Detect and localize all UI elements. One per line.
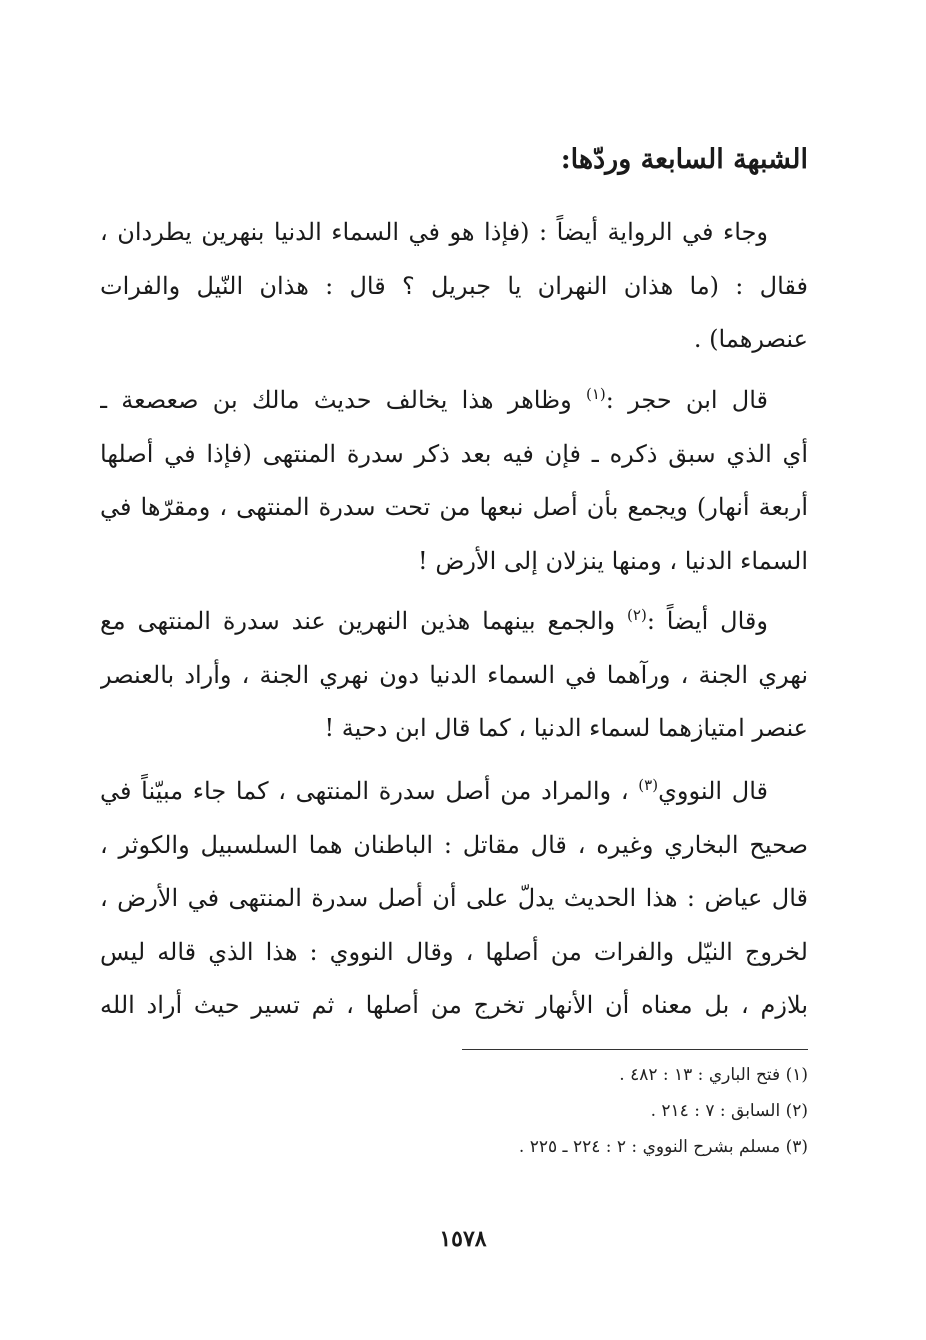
paragraph-line-rest: والجمع بينهما هذين النهرين عند سدرة المنتهى مع	[100, 607, 616, 635]
footnote-2: (٢) السابق : ٧ : ٢١٤ .	[650, 1101, 808, 1121]
paragraph-line-start: قال ابن حجر :	[605, 386, 769, 414]
paragraph-line: نهري الجنة ، ورآهما في السماء الدنيا دون نهري الجنة ، وأراد بالعنصر	[100, 660, 808, 689]
footnote-3: (٣) مسلم بشرح النووي : ٢ : ٢٢٤ ـ ٢٢٥ .	[518, 1137, 808, 1157]
paragraph-line-rest: وظاهر هذا يخالف حديث مالك بن صعصعة ـ	[100, 386, 572, 414]
paragraph-line: بلازم ، بل معناه أن الأنهار تخرج من أصلها ، ثم تسير حيث أراد الله	[100, 991, 808, 1019]
paragraph-line: أي الذي سبق ذكره ـ فإن فيه بعد ذكر سدرة المنتهى (فإذا في أصلها	[100, 439, 808, 468]
paragraph-line-rest: ، والمراد من أصل سدرة المنتهى ، كما جاء مبيّناً في	[100, 777, 629, 805]
footnote-1: (١) فتح الباري : ١٣ : ٤٨٢ .	[619, 1065, 808, 1085]
paragraph-line: عنصرهما) .	[693, 325, 808, 353]
footnote-reference: (٣)	[638, 776, 659, 794]
footnote-divider	[462, 1049, 808, 1050]
paragraph-line: السماء الدنيا ، ومنها ينزلان إلى الأرض !	[418, 546, 808, 575]
paragraph-line: فقال : (ما هذان النهران يا جبريل ؟ قال : هذان النّيل والفرات	[100, 271, 808, 300]
footnote-reference: (١)	[586, 385, 606, 403]
paragraph-line: لخروج النيّل والفرات من أصلها ، وقال النووي : هذا الذي قاله ليس	[100, 937, 808, 966]
paragraph-line: أربعة أنهار) ويجمع بأن أصل نبعها من تحت سدرة المنتهى ، ومقرّها في	[100, 493, 808, 521]
paragraph-line-with-footnote	[100, 374, 808, 428]
paragraph-line-with-footnote	[100, 595, 808, 649]
paragraph-1	[100, 206, 808, 367]
section-heading: الشبهة السابعة وردّها:	[560, 144, 808, 175]
page-number: ١٥٧٨	[439, 1226, 487, 1252]
paragraph-4	[100, 765, 808, 1033]
paragraph-line: عنصر امتيازهما لسماء الدنيا ، كما قال ابن دحية !	[324, 714, 808, 742]
paragraph-line-start: وقال أيضاً :	[646, 607, 768, 635]
footnotes	[308, 1057, 808, 1165]
paragraph-2	[100, 374, 808, 588]
footnote-reference: (٢)	[627, 606, 647, 624]
paragraph-line-start: قال النووي	[658, 777, 768, 805]
paragraph-line-with-footnote	[100, 765, 808, 819]
paragraph-line: وجاء في الرواية أيضاً : (فإذا هو في السماء الدنيا بنهرين يطردان ،	[100, 218, 768, 246]
paragraph-3	[100, 595, 808, 756]
paragraph-line: صحيح البخاري وغيره ، قال مقاتل : الباطنان هما السلسبيل والكوثر ،	[100, 830, 808, 859]
paragraph-line: قال عياض : هذا الحديث يدلّ على أن أصل سدرة المنتهى في الأرض ،	[100, 884, 808, 912]
